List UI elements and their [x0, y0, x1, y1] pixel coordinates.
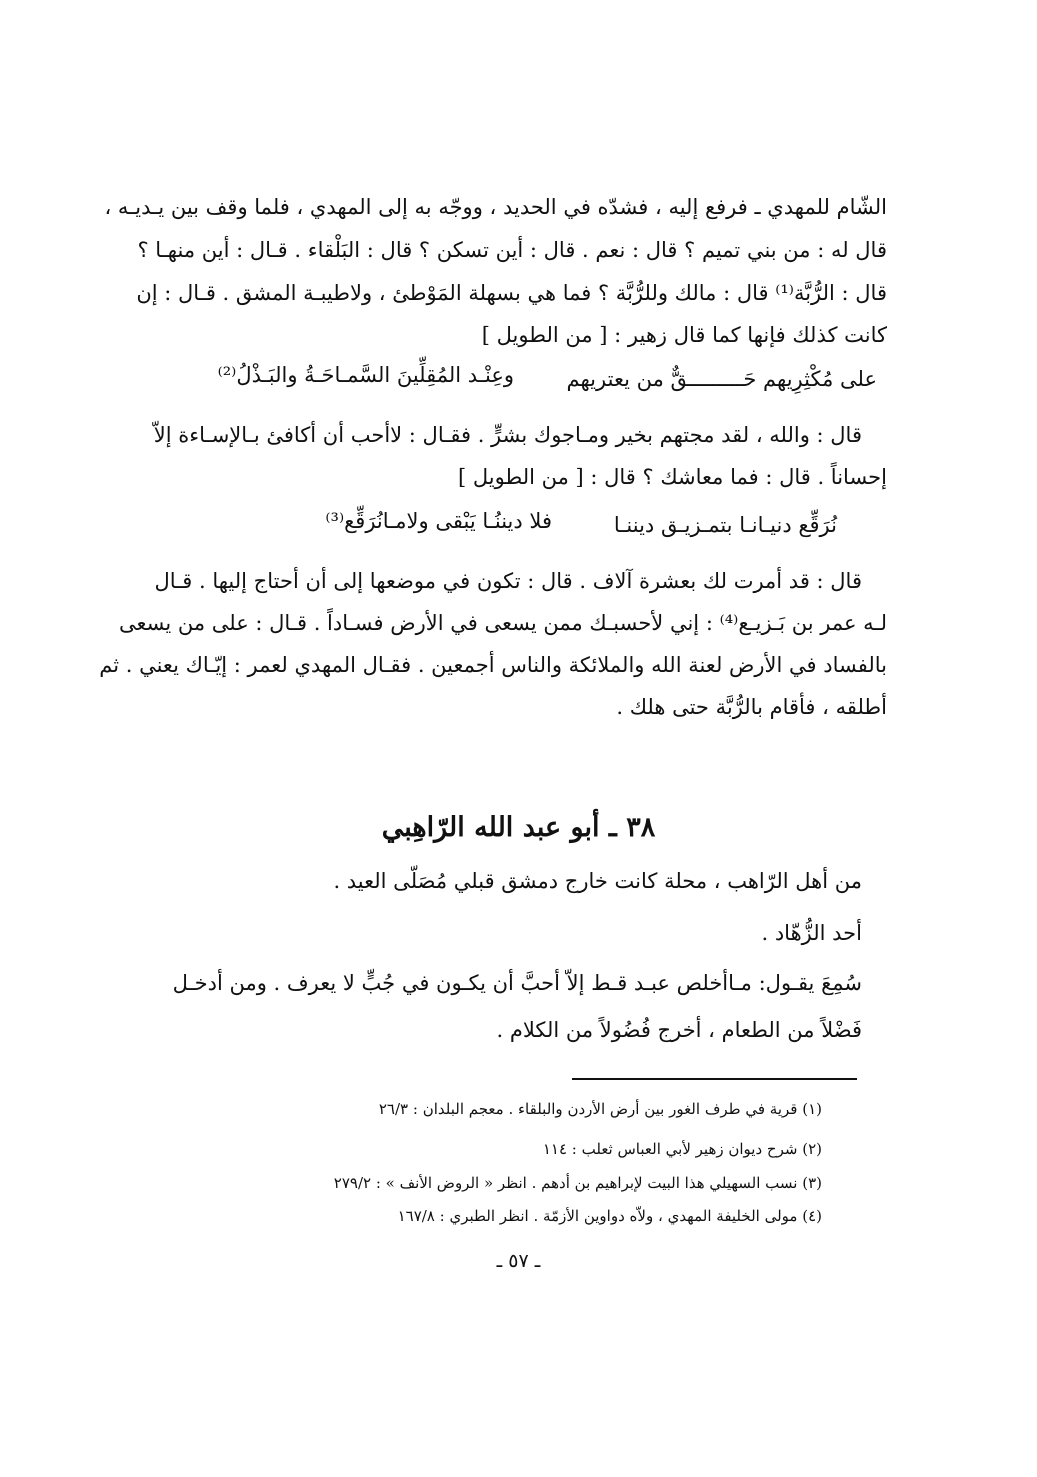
verse-hemistich-second: وعِنْـد المُقِلِّينَ السَّمـاحَـةُ والبَـذْلُ⁽²⁾ — [217, 363, 514, 387]
body-line: قال له : من بني تميم ؟ قال : نعم . قال : أين تسكن ؟ قال : البَلْقاء . قـال : أين منهـا ؟ — [137, 238, 887, 262]
body-line: قال : قد أمرت لك بعشرة آلاف . قال : تكون في موضعها إلى أن أحتاج إليها . قـال — [154, 569, 862, 593]
verse-hemistich-second: فلا ديننُـا يَبْقى ولامـانُرَقِّع⁽³⁾ — [325, 509, 552, 533]
section-line: من أهل الرّاهب ، محلة كانت خارج دمشق قبلي مُصَلّى العيد . — [333, 869, 862, 893]
body-line: بالفساد في الأرض لعنة الله والملائكة والناس أجمعين . فقـال المهدي لعمر : إيّـاك يعني . ثم — [99, 653, 887, 677]
footnote-separator — [572, 1078, 857, 1080]
footnote: (٢) شرح ديوان زهير لأبي العباس ثعلب : ١١٤ — [542, 1140, 822, 1158]
verse-hemistich-first: على مُكْثِرِيهم حَـــــــــقٌّ من يعتريهم — [566, 367, 877, 391]
body-line: أطلقه ، فأقام بالرُّبَّة حتى هلك . — [616, 695, 887, 719]
footnote: (٣) نسب السهيلي هذا البيت لإبراهيم بن أدهم . انظر « الروض الأنف » : ٢٧٩/٢ — [333, 1174, 822, 1192]
verse-hemistich-first: نُرَقِّع دنيـانـا بتمـزيـق ديننـا — [613, 513, 837, 537]
footnote: (٤) مولى الخليفة المهدي ، ولاّه دواوين الأزمّة . انظر الطبري : ١٦٧/٨ — [397, 1207, 822, 1225]
section-line: أحد الزُّهّاد . — [761, 921, 862, 945]
footnote: (١) قرية في طرف الغور بين أرض الأردن والبلقاء . معجم البلدان : ٢٦/٣ — [378, 1100, 822, 1118]
section-line: سُمِعَ يقـول: مـاأخلص عبـد قـط إلاّ أحبَّ أن يكـون في جُبٍّ لا يعرف . ومن أدخـل — [172, 971, 862, 995]
section-line: فَضْلاً من الطعام ، أخرج فُضُولاً من الكلام . — [496, 1018, 862, 1042]
body-line: قال : والله ، لقد مجتهم بخير ومـاجوك بشرٍّ . فقـال : لاأحب أن أكافئ بـالإسـاءة إلاّ — [153, 423, 862, 447]
body-line: كانت كذلك فإنها كما قال زهير : [ من الطويل ] — [481, 323, 887, 347]
page-number: ـ ٥٧ ـ — [496, 1250, 541, 1272]
body-line: لـه عمر بن بَـزيـع⁽⁴⁾ : إني لأحسبـك ممن يسعى في الأرض فسـاداً . قـال : على من يسعى — [118, 611, 887, 635]
section-heading: ٣٨ ـ أبو عبد الله الرّاهِبي — [381, 812, 656, 843]
body-line: قال : الرُّبَّة⁽¹⁾ قال : مالك وللرُّبَّة ؟ فما هي بسهلة المَوْطئ ، ولاطيبـة المشق . قـال : إن — [136, 281, 887, 305]
body-line: إحساناً . قال : فما معاشك ؟ قال : [ من الطويل ] — [458, 465, 887, 489]
body-line: الشّام للمهدي ـ فرفع إليه ، فشدّه في الحديد ، ووجّه به إلى المهدي ، فلما وقف بين يـديـه ، — [104, 195, 887, 219]
